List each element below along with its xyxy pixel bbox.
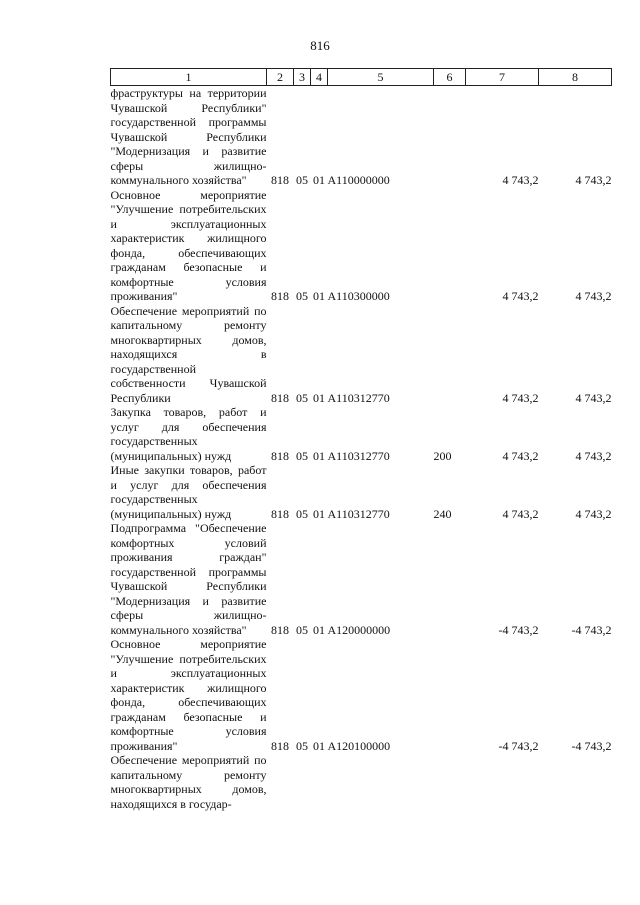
row-description: Закупка товаров, работ и услуг для обеспечения государственных (муниципальных) нужд [110, 405, 267, 463]
column-header: 1 [111, 69, 267, 86]
ministry-code: 818 [271, 738, 289, 753]
section-code [294, 753, 311, 811]
header-row [111, 69, 612, 86]
target-article-code: А120000000 [327, 622, 391, 637]
amount-col7 [466, 753, 539, 811]
amount-col8: 4 743,2 [575, 390, 612, 405]
section-code: 05 [296, 622, 308, 637]
subsection-code: 01 [313, 448, 325, 463]
amount-col7: 4 743,2 [502, 173, 539, 187]
amount-col7: 4 743,2 [502, 448, 539, 463]
subsection-code: 01 [313, 738, 325, 753]
row-description: Основное мероприятие "Улучшение потребительских и эксплуатационных характеристик жилищного фонда, обеспечивающих гражданам безопасные и комфортные условия проживания" [110, 187, 267, 303]
amount-col7: 4 743,2 [502, 289, 539, 303]
ministry-code: 818 [271, 289, 289, 303]
column-header: 8 [539, 69, 612, 86]
table-row [111, 753, 612, 811]
amount-col7: 4 743,2 [502, 506, 539, 521]
target-article-code: А110312770 [327, 506, 390, 521]
ministry-code: 818 [271, 622, 289, 637]
section-code: 05 [296, 448, 308, 463]
subsection-code: 01 [313, 173, 325, 187]
expense-type-code [434, 304, 466, 406]
target-article-code [328, 753, 434, 811]
amount-col7: -4 743,2 [498, 738, 539, 753]
row-description: Иные закупки товаров, работ и услуг для обеспечения государственных (муниципальных) нужд [110, 463, 267, 521]
subsection-code: 01 [313, 622, 325, 637]
column-header: 4 [311, 69, 328, 86]
ministry-code [267, 753, 294, 811]
table-row [111, 521, 612, 637]
amount-col8 [539, 753, 612, 811]
amount-col8: -4 743,2 [571, 622, 612, 637]
amount-col8: -4 743,2 [571, 738, 612, 753]
column-header: 5 [328, 69, 434, 86]
expense-type-code [434, 753, 466, 811]
table-row [111, 188, 612, 304]
target-article-code: А120100000 [327, 738, 391, 753]
section-code: 05 [296, 173, 308, 187]
target-article-code: А110300000 [327, 289, 390, 303]
expense-type-code: 200 [433, 448, 452, 463]
ministry-code: 818 [271, 506, 289, 521]
row-description: фраструктуры на территории Чувашской Республики" государственной программы Чувашской Республики "Модернизация и развитие сферы жилищно-коммунального хозяйства" [110, 86, 267, 187]
expense-type-code [434, 637, 466, 753]
amount-col8: 4 743,2 [575, 448, 612, 463]
section-code: 05 [296, 289, 308, 303]
amount-col7: 4 743,2 [502, 390, 539, 405]
column-header: 2 [267, 69, 294, 86]
table-row [111, 304, 612, 406]
row-description: Основное мероприятие "Улучшение потребительских и эксплуатационных характеристик жилищного фонда, обеспечивающих гражданам безопасные и комфортные условия проживания" [110, 637, 267, 753]
amount-col8: 4 743,2 [575, 289, 612, 303]
table-row [111, 405, 612, 463]
column-header: 7 [466, 69, 539, 86]
target-article-code: А110312770 [327, 390, 390, 405]
budget-table [110, 68, 612, 811]
expense-type-code [434, 188, 466, 304]
target-article-code: А110000000 [327, 173, 390, 187]
expense-type-code [434, 521, 466, 637]
row-description: Обеспечение мероприятий по капитальному ремонту многоквартирных домов, находящихся в государ- [110, 753, 267, 811]
target-article-code: А110312770 [327, 448, 390, 463]
subsection-code: 01 [313, 289, 325, 303]
page-number: 816 [310, 38, 330, 53]
amount-col8: 4 743,2 [575, 506, 612, 521]
expense-type-code [434, 86, 466, 188]
subsection-code: 01 [313, 506, 325, 521]
expense-type-code: 240 [433, 506, 452, 521]
amount-col8: 4 743,2 [575, 173, 612, 187]
column-header: 6 [434, 69, 466, 86]
ministry-code: 818 [271, 390, 289, 405]
subsection-code [311, 753, 328, 811]
section-code: 05 [296, 738, 308, 753]
section-code: 05 [296, 506, 308, 521]
table-row [111, 86, 612, 188]
table-row [111, 637, 612, 753]
amount-col7: -4 743,2 [498, 622, 539, 637]
table-row [111, 463, 612, 521]
subsection-code: 01 [313, 390, 325, 405]
section-code: 05 [296, 390, 308, 405]
ministry-code: 818 [271, 448, 289, 463]
row-description: Подпрограмма "Обеспечение комфортных условий проживания граждан" государственной программы Чувашской Республики "Модернизация и развитие сферы жилищно-коммунального хозяйства" [110, 521, 267, 637]
column-header: 3 [294, 69, 311, 86]
ministry-code: 818 [271, 173, 289, 187]
row-description: Обеспечение мероприятий по капитальному ремонту многоквартирных домов, находящихся в государственной собственности Чувашской Республики [110, 303, 267, 405]
